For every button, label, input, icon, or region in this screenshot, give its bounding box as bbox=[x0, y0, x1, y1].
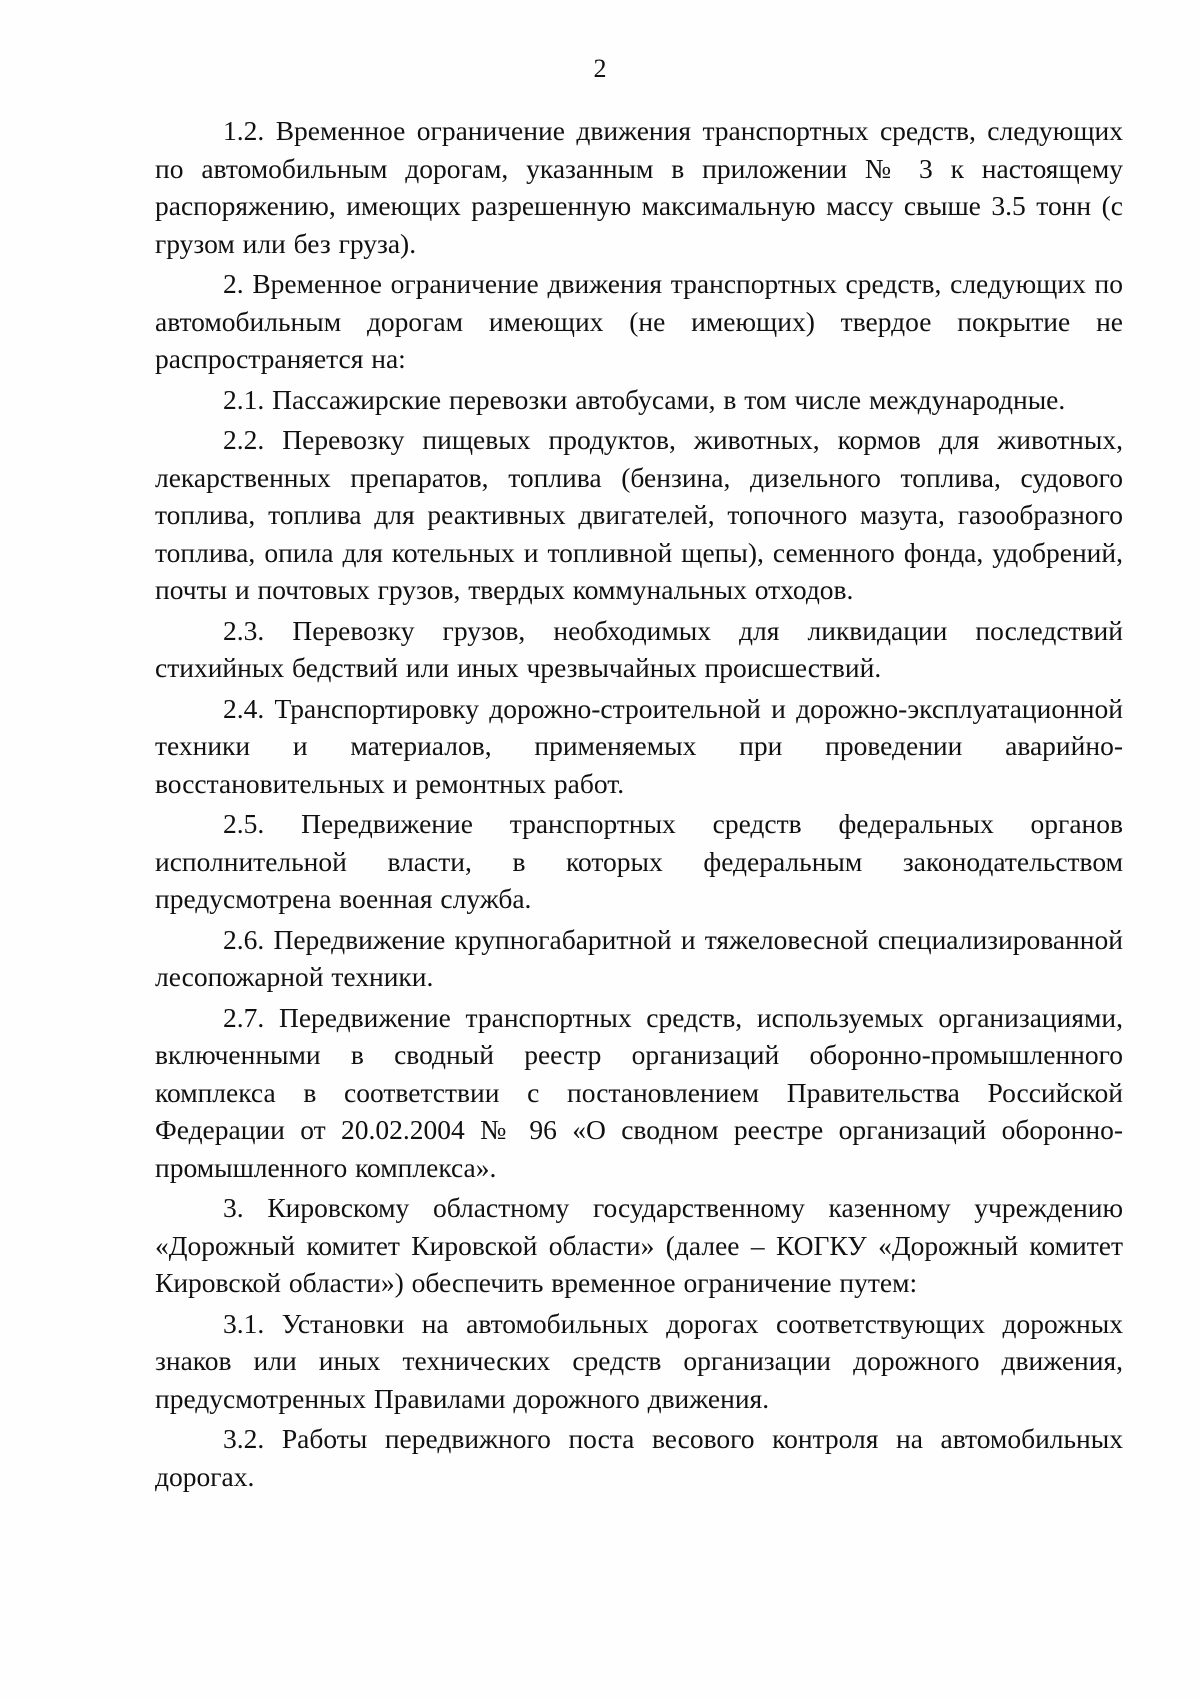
paragraph-2-4: 2.4. Транспортировку дорожно-строительной и дорожно-эксплуатационной техники и материалов, применяемых при проведении аварийно-восстановительных и ремонтных работ. bbox=[155, 692, 1123, 799]
paragraph-2-5: 2.5. Передвижение транспортных средств федеральных органов исполнительной власти, в которых федеральным законодательством предусмотрена военная служба. bbox=[155, 808, 1123, 914]
paragraph-3-1: 3.1. Установки на автомобильных дорогах соответствующих дорожных знаков или иных технических средств организации дорожного движения, предусмотренных Правилами дорожного движения. bbox=[155, 1307, 1123, 1414]
paragraph-2-7: 2.7. Передвижение транспортных средств, используемых организациями, включенными в сводный реестр организаций оборонно-промышленного комплекса в соответствии с постановлением Правительства Российской Федерации от 20.02.2004 № 96 «О сводном реестре организаций оборонно-промышленного комплекса». bbox=[155, 1001, 1123, 1183]
paragraph-1-2: 1.2. Временное ограничение движения транспортных средств, следующих по автомобильным дорогам, указанным в приложении № 3 к настоящему распоряжению, имеющих разрешенную максимальную массу свыше 3.5 тонн (с грузом или без груза). bbox=[155, 115, 1123, 259]
paragraph-2: 2. Временное ограничение движения транспортных средств, следующих по автомобильным дорогам имеющих (не имеющих) твердое покрытие не распространяется на: bbox=[155, 268, 1123, 374]
document-body bbox=[155, 112, 1123, 1498]
paragraph-2-3: 2.3. Перевозку грузов, необходимых для ликвидации последствий стихийных бедствий или иных чрезвычайных происшествий. bbox=[155, 614, 1123, 683]
paragraph-2-2: 2.2. Перевозку пищевых продуктов, животных, кормов для животных, лекарственных препаратов, топлива (бензина, дизельного топлива, судового топлива, топлива для реактивных двигателей, топочного мазута, газообразного топлива, опила для котельных и топливной щепы), семенного фонда, удобрений, почты и почтовых грузов, твердых коммунальных отходов. bbox=[155, 424, 1123, 605]
paragraph-2-1: 2.1. Пассажирские перевозки автобусами, в том числе международные. bbox=[223, 383, 1066, 415]
paragraph-2-6: 2.6. Передвижение крупногабаритной и тяжеловесной специализированной лесопожарной техники. bbox=[155, 923, 1123, 992]
paragraph-3-2: 3.2. Работы передвижного поста весового контроля на автомобильных дорогах. bbox=[155, 1423, 1123, 1492]
page-number: 2 bbox=[593, 54, 607, 83]
paragraph-3: 3. Кировскому областному государственному казенному учреждению «Дорожный комитет Кировской области» (далее – КОГКУ «Дорожный комитет Кировской области») обеспечить временное ограничение путем: bbox=[155, 1192, 1123, 1298]
